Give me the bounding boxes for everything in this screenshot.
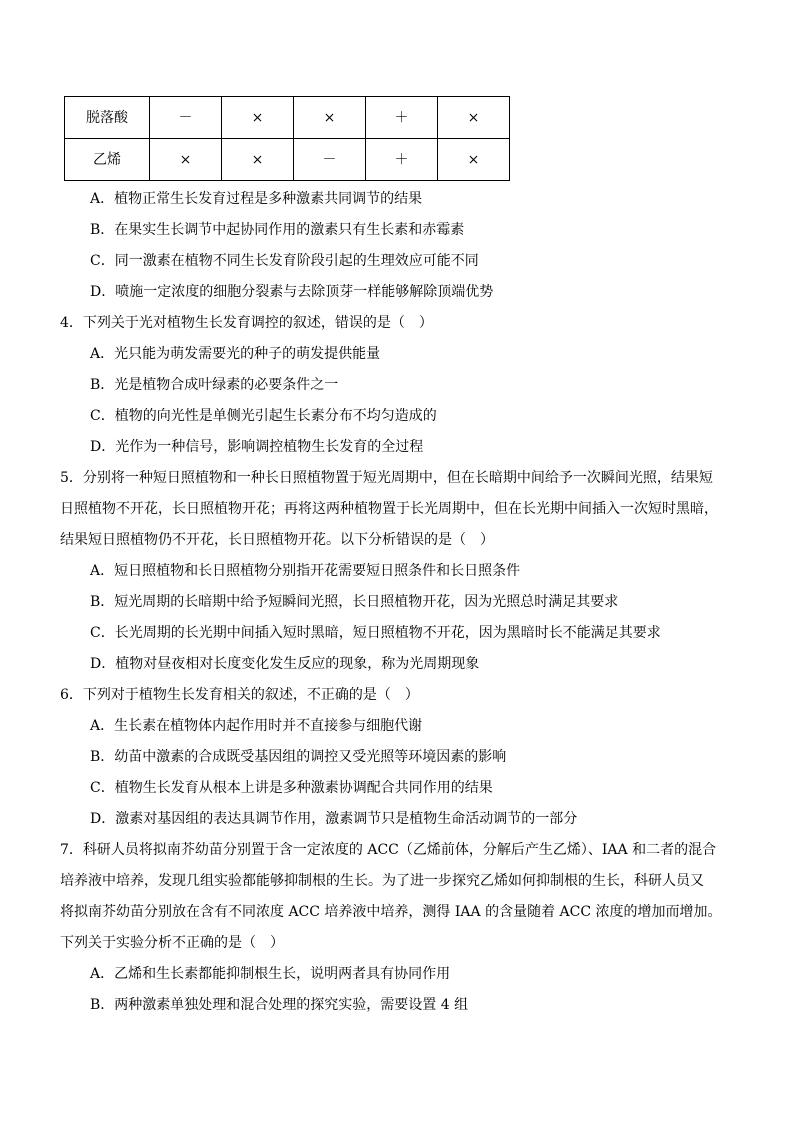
effect-cell: － [150,97,222,139]
effect-cell: × [150,139,222,181]
q5-option-c: C．长光周期的长光期中间插入短时黑暗，短日照植物不开花，因为黑暗时长不能满足其要求 [90,625,661,641]
q6-stem: 6．下列对于植物生长发育相关的叙述，不正确的是（ ） [60,687,419,703]
q5-option-a: A．短日照植物和长日照植物分别指开花需要短日照条件和长日照条件 [90,563,521,579]
table-row [65,97,510,139]
q3-option-b: B．在果实生长调节中起协同作用的激素只有生长素和赤霉素 [90,222,465,238]
q7-option-a: A．乙烯和生长素都能抑制根生长，说明两者具有协同作用 [90,966,451,982]
effect-cell: × [294,97,366,139]
q5-option-b: B．短光周期的长暗期中给予短瞬间光照，长日照植物开花，因为光照总时满足其要求 [90,594,619,610]
q5-stem-line: 结果短日照植物仍不开花，长日照植物开花。以下分析错误的是（ ） [60,532,494,548]
question-content [60,184,740,1021]
q6-option-a: A．生长素在植物体内起作用时并不直接参与细胞代谢 [90,718,423,734]
q7-stem-line: 培养液中培养，发现几组实验都能够抑制根的生长。为了进一步探究乙烯如何抑制根的生长，科研人员又 [60,873,704,889]
effect-cell: － [294,139,366,181]
q7-option-b: B．两种激素单独处理和混合处理的探究实验，需要设置 4 组 [90,997,469,1013]
effect-cell: × [438,97,510,139]
effect-cell: ＋ [366,97,438,139]
q7-stem-line: 7．科研人员将拟南芥幼苗分别置于含一定浓度的 ACC（乙烯前体，分解后产生乙烯）、IAA 和二者的混合 [60,842,717,858]
hormone-effect-table [64,96,510,181]
q5-stem-line: 5．分别将一种短日照植物和一种长日照植物置于短光周期中，但在长暗期中间给予一次瞬间光照，结果短 [60,470,713,486]
effect-cell: ＋ [366,139,438,181]
q3-option-a: A．植物正常生长发育过程是多种激素共同调节的结果 [90,191,423,207]
effect-cell: × [222,97,294,139]
q3-option-d: D．喷施一定浓度的细胞分裂素与去除顶芽一样能够解除顶端优势 [90,284,494,300]
hormone-name-cell: 脱落酸 [65,97,150,139]
q7-stem-line: 将拟南芥幼苗分别放在含有不同浓度 ACC 培养液中培养，测得 IAA 的含量随着 ACC 浓度的增加而增加。 [60,904,722,920]
q4-option-c: C．植物的向光性是单侧光引起生长素分布不均匀造成的 [90,408,437,424]
q6-option-b: B．幼苗中激素的合成既受基因组的调控又受光照等环境因素的影响 [90,749,507,765]
q4-stem: 4．下列关于光对植物生长发育调控的叙述，错误的是（ ） [60,315,433,331]
q7-stem-line: 下列关于实验分析不正确的是（ ） [60,935,284,951]
q4-option-a: A．光只能为萌发需要光的种子的萌发提供能量 [90,346,381,362]
q6-option-d: D．激素对基因组的表达具调节作用，激素调节只是植物生命活动调节的一部分 [90,811,578,827]
effect-cell: × [222,139,294,181]
q3-option-c: C．同一激素在植物不同生长发育阶段引起的生理效应可能不同 [90,253,479,269]
q4-option-d: D．光作为一种信号，影响调控植物生长发育的全过程 [90,439,424,455]
hormone-name-cell: 乙烯 [65,139,150,181]
q5-stem-line: 日照植物不开花，长日照植物开花；再将这两种植物置于长光周期中，但在长光期中间插入一次短时黑暗， [60,501,718,517]
table-row [65,139,510,181]
q4-option-b: B．光是植物合成叶绿素的必要条件之一 [90,377,339,393]
q5-option-d: D．植物对昼夜相对长度变化发生反应的现象，称为光周期现象 [90,656,480,672]
effect-cell: × [438,139,510,181]
q6-option-c: C．植物生长发育从根本上讲是多种激素协调配合共同作用的结果 [90,780,493,796]
